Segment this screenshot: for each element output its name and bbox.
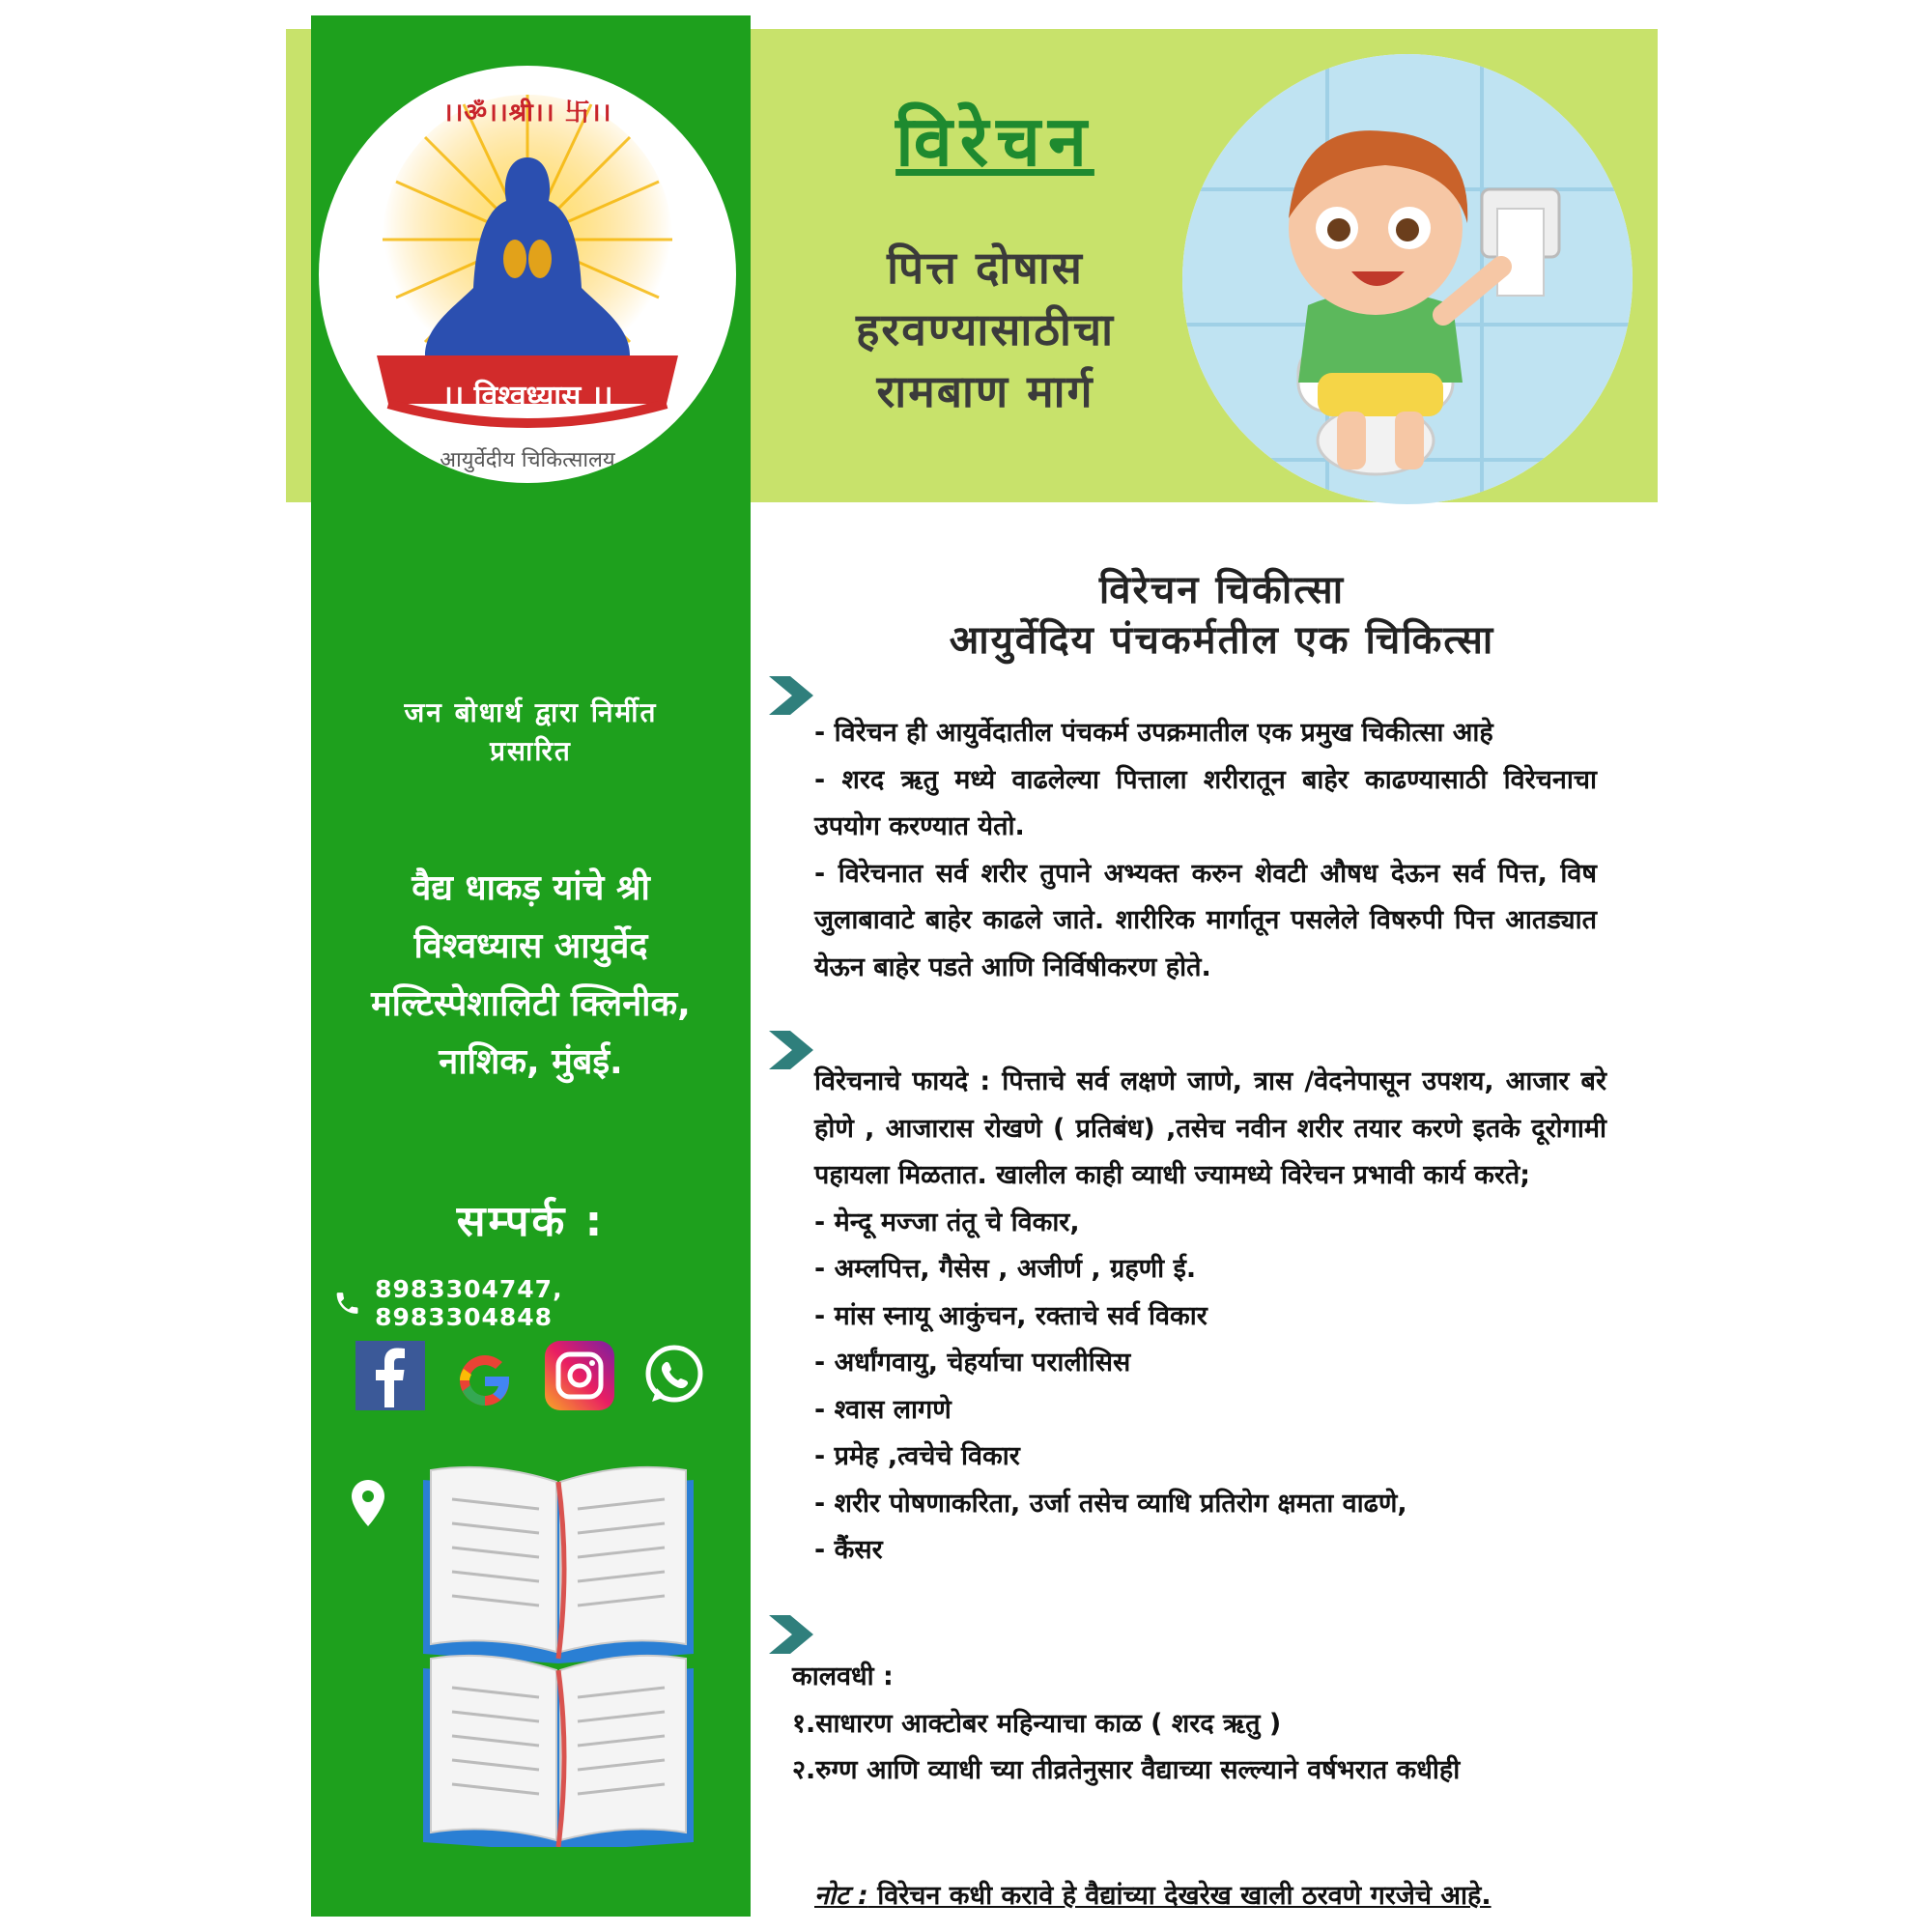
child-illustration-icon [1182,54,1633,504]
subtitle-line: हरवण्यासाठीचा [855,303,1116,355]
duration-section [792,1654,1597,1795]
social-links [355,1341,709,1410]
benefit-item: - अर्धांगवायु, चेहर्याचा परालीसिस [814,1348,1131,1378]
chevron-right-icon [769,1031,813,1069]
logo-brand-text: ।। विश्वध्यास ।। [441,380,613,413]
published-by [311,694,751,771]
duration-heading: कालवधी : [792,1662,894,1691]
section-heading [850,565,1594,666]
benefit-item: - मेन्दू मज्जा तंतू चे विकार, [814,1207,1080,1237]
google-icon[interactable] [450,1341,520,1410]
logo-subline: आयुर्वेदीय चिकित्सालय [440,448,615,472]
child-on-toilet-illustration [1182,54,1633,504]
footer-note [814,1876,1492,1912]
benefit-item: - अम्लपित्त, गैसेस , अजीर्ण , ग्रहणी ई. [814,1254,1197,1284]
section-heading-line: विरेचन चिकीत्सा [1098,568,1346,612]
intro-paragraph: - शरद ऋतु मध्ये वाढलेल्या पित्ताला शरीरातून बाहेर काढण्यासाठी विरेचनाचा उपयोग करण्यात येतो. [814,764,1597,841]
chevron-right-icon [769,1615,813,1654]
clinic-line: वैद्य धाकड़ यांचे श्री [412,868,650,908]
logo-mantra: ।।ॐ।।श्री।। 卐।। [442,99,612,128]
intro-paragraph: - विरेचन ही आयुर्वेदातील पंचकर्म उपक्रमातील एक प्रमुख चिकीत्सा आहे [814,718,1493,748]
clinic-name [311,860,751,1092]
chevron-right-icon [769,676,813,715]
section-heading-line: आयुर्वेदिय पंचकर्मतील एक चिकित्सा [949,618,1495,663]
benefits-section [814,1059,1606,1575]
phone-row[interactable] [333,1275,739,1331]
benefit-item: - शरीर पोषणाकरिता, उर्जा तसेच व्याधि प्रतिरोग क्षमता वाढणे, [814,1488,1407,1519]
subtitle-line: पित्त दोषास [887,242,1084,294]
benefit-item: - श्वास लागणे [814,1394,952,1425]
by-line: जन बोधार्थ द्वारा निर्मीत [404,696,658,728]
clinic-logo [319,66,736,483]
by-line: प्रसारित [490,735,572,767]
instagram-icon[interactable] [545,1341,614,1410]
open-books-icon [413,1461,703,1847]
benefits-intro: विरेचनाचे फायदे : पित्ताचे सर्व लक्षणे जाणे, त्रास /वेदनेपासून उपशय, आजार बरे होणे , आजारास रोखणे ( प्रतिबंध) ,तसेच नवीन शरीर तयार करणे इतके दूरोगामी पहायला मिळतात. खालील काही व्याधी ज्यामध्ये विरेचन प्रभावी कार्य करते; [814,1066,1606,1190]
page-subtitle [792,237,1179,422]
facebook-icon[interactable] [355,1341,425,1410]
duration-item: २.रुग्ण आणि व्याधी च्या तीव्रतेनुसार वैद्याच्या सल्ल्याने वर्षभरात कधीही [792,1755,1461,1785]
whatsapp-icon[interactable] [639,1341,709,1410]
phone-icon [333,1289,361,1318]
clinic-line: मल्टिस्पेशालिटी क्लिनीक, [371,984,691,1024]
clinic-line: विश्वध्यास आयुर्वेद [413,926,648,966]
page-title: विरेचन [895,100,1094,182]
intro-paragraph: - विरेचनात सर्व शरीर तुपाने अभ्यक्त करुन शेवटी औषध देऊन सर्व पित्त, विष जुलाबावाटे बाहेर काढले जाते. शारीरिक मार्गातून पसलेले विषरुपी पित्त आतड्यात येऊन बाहेर पडते आणि निर्विषीकरण होते. [814,858,1597,982]
intro-section [814,710,1597,991]
phone-numbers: 8983304747, 8983304848 [375,1275,563,1331]
contact-heading: सम्पर्क : [456,1197,606,1246]
duration-item: १.साधारण आक्टोबर महिन्याचा काळ ( शरद ऋतु ) [792,1708,1282,1739]
note-label: नोट : [814,1881,868,1911]
note-text: विरेचन कधी करावे हे वैद्यांच्या देखरेख खाली ठरवणे गरजेचे आहे. [867,1881,1492,1911]
clinic-line: नाशिक, मुंबई. [439,1042,623,1082]
benefit-item: - मांस स्नायू आकुंचन, रक्ताचे सर्व विकार [814,1300,1208,1331]
location-pin-icon [352,1480,384,1526]
benefit-item: - कैंसर [814,1535,883,1565]
subtitle-line: रामबाण मार्ग [876,365,1094,417]
benefit-item: - प्रमेह ,त्वचेचे विकार [814,1441,1020,1471]
